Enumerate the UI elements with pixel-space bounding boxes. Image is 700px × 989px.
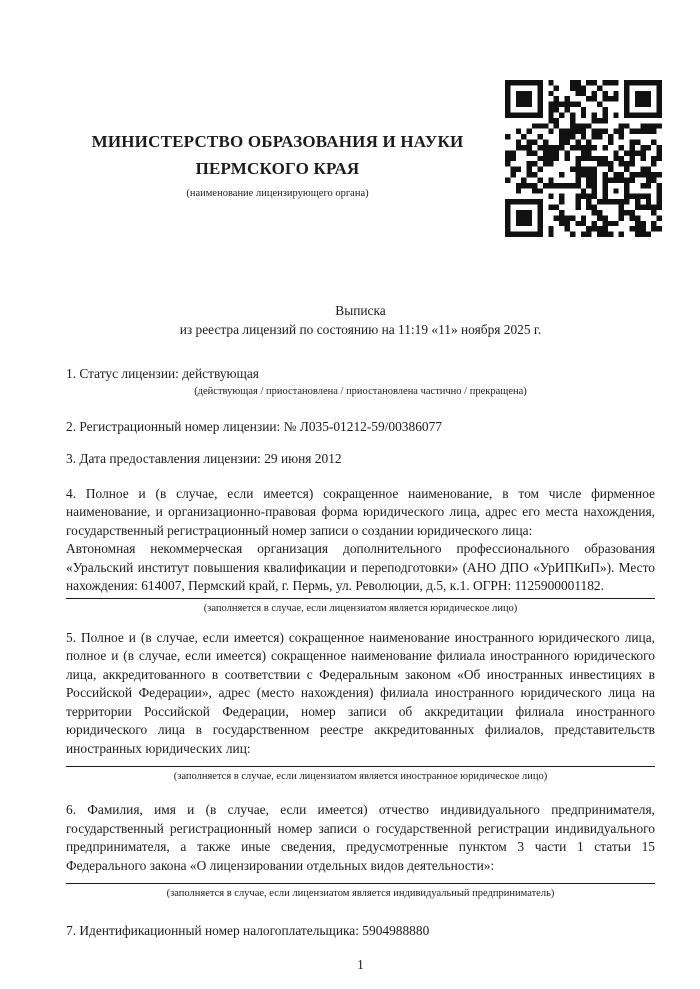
legal-entity-description: 4. Полное и (в случае, если имеется) сокращенное наименование, в том числе фирменное наименование, и организационно-правовая форма юридического лица, адрес его места нахождения, государственный регистрационный номер записи о создании юридического лица:	[66, 485, 655, 538]
grant-date-text: 3. Дата предоставления лицензии: 29 июня 2012	[66, 451, 342, 466]
foreign-entity-description: 5. Полное и (в случае, если имеется) сокращенное наименование иностранного юридического лица, полное и (в случае, если имеется) сокращенное наименование филиала иностранного юридического лица, аккредитованного в соответствии с Федеральным законом «Об иностранных инвестициях в Российской Федерации», адрес (место нахождения) филиала иностранного юридического лица на территории Российской Федерации, номер записи об аккредитации филиала иностранного юридического лица в государственном реестре аккредитованных филиалов, представительств иностранных юридических лиц:	[66, 629, 655, 756]
registration-number-item	[66, 418, 655, 437]
taxpayer-number-item	[66, 922, 655, 941]
licensing-authority-caption: (наименование лицензирующего органа)	[186, 188, 369, 199]
document-body	[0, 301, 700, 974]
document-header	[0, 0, 700, 237]
document-title-block	[66, 301, 655, 339]
legal-entity-caption: (заполняется в случае, если лицензиатом является юридическое лицо)	[203, 602, 518, 614]
taxpayer-number-text: 7. Идентификационный номер налогоплательщика: 5904988880	[66, 923, 430, 938]
license-status-item	[66, 365, 655, 400]
individual-entrepreneur-item	[66, 801, 655, 902]
licensing-authority-name-line1: МИНИСТЕРСТВО ОБРАЗОВАНИЯ И НАУКИ	[91, 132, 464, 151]
foreign-entity-caption: (заполняется в случае, если лицензиатом является иностранное юридическое лицо)	[173, 771, 548, 782]
status-options-caption: (действующая / приостановлена / приостановлена частично / прекращена)	[194, 385, 527, 397]
registration-number-text: 2. Регистрационный номер лицензии: № Л035-01212-59/00386077	[66, 418, 442, 434]
qr-code-icon	[505, 80, 662, 237]
individual-entrepreneur-blank-fill-line	[66, 875, 655, 884]
legal-entity-value: Автономная некоммерческая организация дополнительного профессионального образования «Уральский институт повышения квалификации и переподготовки» (АНО ДПО «УрИПКиП»). Место нахождения: 614007, Пермский край, г. Пермь, ул. Революции, д.5, к.1. ОГРН: 1125900001182.	[66, 541, 655, 593]
legal-entity-fill-area	[66, 485, 655, 599]
licensing-authority-name-line2: ПЕРМСКОГО КРАЯ	[195, 159, 360, 178]
foreign-entity-blank-fill-line	[66, 758, 655, 767]
document-subtitle: из реестра лицензий по состоянию на 11:19 «11» ноября 2025 г.	[179, 322, 542, 337]
document-title: Выписка	[335, 303, 386, 318]
legal-entity-item	[66, 485, 655, 617]
licensing-authority-block	[66, 80, 505, 201]
foreign-entity-item	[66, 629, 655, 786]
grant-date-item	[66, 450, 655, 469]
individual-entrepreneur-caption: (заполняется в случае, если лицензиатом является индивидуальный предприниматель)	[166, 888, 555, 899]
individual-entrepreneur-description: 6. Фамилия, имя и (в случае, если имеется) отчество индивидуального предпринимателя, государственный регистрационный номер записи о государственной регистрации индивидуального предпринимателя, а также иные сведения, предусмотренные пунктом 3 части 1 статьи 15 Федерального закона «О лицензировании отдельных видов деятельности»:	[66, 802, 655, 873]
license-status-text: 1. Статус лицензии: действующая	[66, 366, 259, 381]
page-number: 1	[357, 956, 364, 972]
